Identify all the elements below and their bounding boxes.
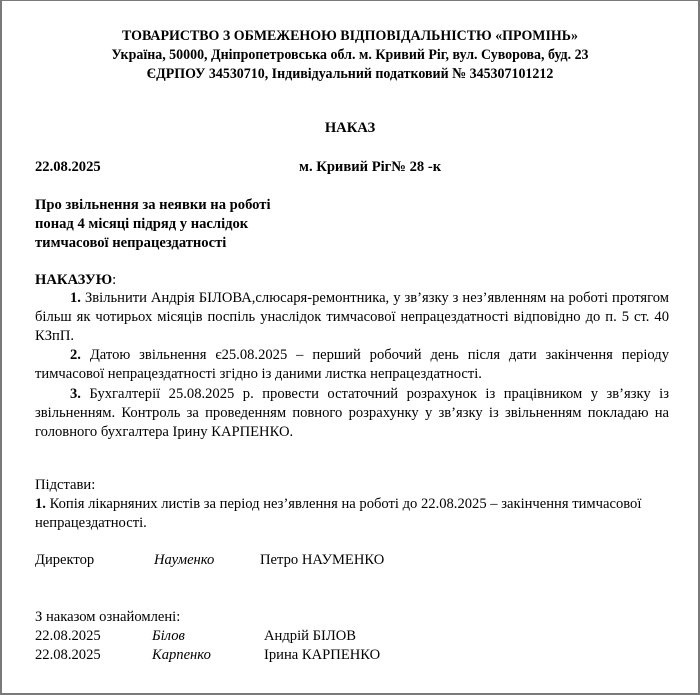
item-number: 1. (70, 290, 81, 306)
document-type: НАКАЗ (324, 120, 376, 136)
director-position: Директор (35, 552, 95, 568)
company-address: Україна, 50000, Дніпропетровська обл. м. Кривий Ріг, вул. Суворова, буд. 23 (111, 47, 589, 63)
item-number: 3. (70, 386, 81, 402)
grounds-label: Підстави: (35, 477, 96, 493)
order-date: 22.08.2025 (35, 159, 101, 175)
order-heading (35, 271, 116, 290)
director-name: Петро НАУМЕНКО (260, 552, 385, 568)
ack-row-1-date: 22.08.2025 (35, 628, 101, 644)
ack-row-1-name: Андрій БІЛОВ (264, 628, 356, 644)
director-signature: Науменко (154, 552, 215, 568)
company-codes: ЄДРПОУ 34530710, Індивідуальний податковий № 345307101212 (146, 66, 554, 82)
order-place-number: м. Кривий Ріг№ 28 -к (299, 159, 442, 175)
subject-line-2: понад 4 місяці підряд у наслідок (35, 216, 249, 232)
subject-line-1: Про звільнення за неявки на роботі (35, 197, 271, 213)
ack-row-2-name: Ірина КАРПЕНКО (264, 647, 381, 663)
item-text: Бухгалтерії 25.08.2025 р. провести остаточний розрахунок із працівником у зв’язку із звільненням. Контроль за проведенням повного розрахунку у зв’язку із звільненням покладаю на головного бухгалтера Ірину КАРПЕНКО. (35, 386, 669, 441)
order-colon: : (112, 272, 117, 288)
order-item-2 (35, 346, 669, 384)
grounds-number: 1. (35, 496, 46, 512)
ack-row-1-signature: Білов (152, 628, 185, 644)
grounds-item-1 (35, 495, 669, 533)
order-item-1 (35, 289, 669, 347)
ack-row-2-date: 22.08.2025 (35, 647, 101, 663)
item-text: Звільнити Андрія БІЛОВА,слюсаря-ремонтника, у зв’язку з нез’явленням на роботі протягом більш як чотирьох місяців поспіль унаслідок тимчасової непрацездатності відповідно до п. 5 ст. 40 КЗпП. (35, 290, 669, 345)
item-number: 2. (70, 347, 81, 363)
subject-line-3: тимчасової непрацездатності (35, 235, 227, 251)
ack-row-2-signature: Карпенко (152, 647, 211, 663)
order-word: НАКАЗУЮ (35, 272, 113, 288)
order-item-3 (35, 385, 669, 443)
item-text: Датою звільнення є25.08.2025 – перший робочий день після дати закінчення періоду тимчасової непрацездатності згідно із даними листка непрацездатності. (35, 347, 669, 383)
grounds-text: Копія лікарняних листів за період нез’явлення на роботі до 22.08.2025 – закінчення тимчасової непрацездатності. (35, 496, 642, 532)
acknowledged-label: З наказом ознайомлені: (35, 609, 181, 625)
company-name: ТОВАРИСТВО З ОБМЕЖЕНОЮ ВІДПОВІДАЛЬНІСТЮ «ПРОМІНЬ» (122, 28, 578, 44)
